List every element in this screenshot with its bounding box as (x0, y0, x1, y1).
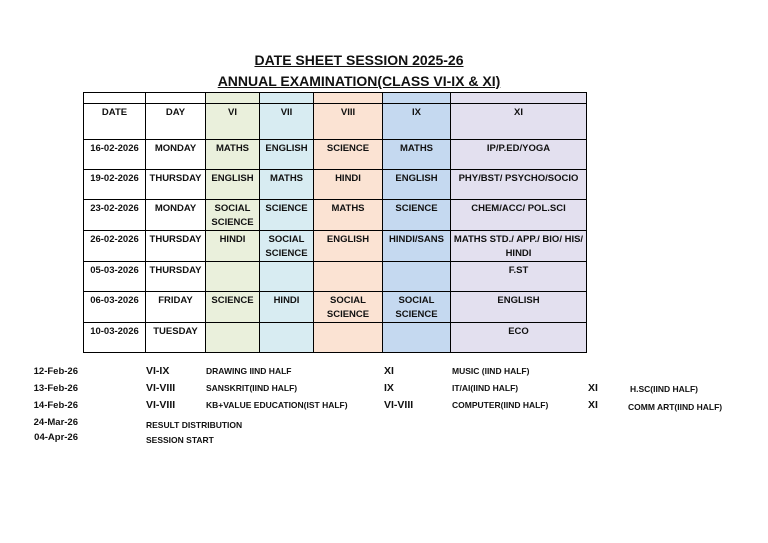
note-subject: DRAWING IIND HALF (206, 366, 292, 376)
cell-day: THURSDAY (146, 262, 206, 292)
cell-date: 05-03-2026 (84, 262, 146, 292)
cell-xi: CHEM/ACC/ POL.SCI (451, 200, 587, 231)
cell-viii (314, 323, 383, 353)
note-class: VI-VIII (146, 399, 176, 411)
cell-vii: HINDI (260, 292, 314, 323)
note-class: VI-VIII (384, 399, 414, 411)
col-header-date: DATE (84, 104, 146, 140)
cell-ix: ENGLISH (383, 170, 451, 200)
table-row (84, 262, 587, 292)
cell-viii: ENGLISH (314, 231, 383, 262)
cell-viii: HINDI (314, 170, 383, 200)
cell-ix: SCIENCE (383, 200, 451, 231)
note-subject: COMM ART(IIND HALF) (628, 402, 723, 412)
cell-xi: F.ST (451, 262, 587, 292)
cell-date: 16-02-2026 (84, 140, 146, 170)
cell-xi: PHY/BST/ PSYCHO/SOCIO (451, 170, 587, 200)
cell-vii: ENGLISH (260, 140, 314, 170)
table-row (84, 140, 587, 170)
note-class: XI (588, 382, 598, 394)
cell-viii (314, 262, 383, 292)
note-subject: MUSIC (IIND HALF) (452, 366, 530, 376)
cell-day: MONDAY (146, 140, 206, 170)
note-date: 24-Mar-26 (33, 417, 78, 428)
table-header-row (84, 104, 587, 140)
col-header-xi: XI (451, 104, 587, 140)
cell-vii (260, 323, 314, 353)
cell-day: TUESDAY (146, 323, 206, 353)
cell-day: THURSDAY (146, 231, 206, 262)
cell-xi: ECO (451, 323, 587, 353)
note-class: XI (588, 399, 598, 411)
cell-ix: HINDI/SANS (383, 231, 451, 262)
cell-vii: SOCIAL SCIENCE (260, 231, 314, 262)
note-subject: IT/AI(IIND HALF) (452, 383, 519, 393)
note-event: SESSION START (146, 435, 214, 445)
cell-xi: IP/P.ED/YOGA (451, 140, 587, 170)
cell-vi (206, 262, 260, 292)
col-header-day: DAY (146, 104, 206, 140)
cell-ix: MATHS (383, 140, 451, 170)
table-row (84, 200, 587, 231)
note-date: 13-Feb-26 (33, 383, 78, 394)
note-date: 14-Feb-26 (33, 400, 78, 411)
col-header-vii: VII (260, 104, 314, 140)
cell-date: 10-03-2026 (84, 323, 146, 353)
cell-day: FRIDAY (146, 292, 206, 323)
cell-vii: SCIENCE (260, 200, 314, 231)
cell-ix: SOCIAL SCIENCE (383, 292, 451, 323)
cell-xi: MATHS STD./ APP./ BIO/ HIS/ HINDI (451, 231, 587, 262)
cell-ix (383, 323, 451, 353)
cell-date: 19-02-2026 (84, 170, 146, 200)
cell-vi (206, 323, 260, 353)
cell-ix (383, 262, 451, 292)
cell-vi: MATHS (206, 140, 260, 170)
cell-viii: SCIENCE (314, 140, 383, 170)
note-subject: KB+VALUE EDUCATION(IST HALF) (206, 400, 348, 410)
cell-vii: MATHS (260, 170, 314, 200)
cell-day: THURSDAY (146, 170, 206, 200)
cell-date: 06-03-2026 (84, 292, 146, 323)
cell-date: 23-02-2026 (84, 200, 146, 231)
note-subject: H.SC(IIND HALF) (630, 384, 698, 394)
cell-vi: SOCIAL SCIENCE (206, 200, 260, 231)
cell-vi: SCIENCE (206, 292, 260, 323)
cell-vii (260, 262, 314, 292)
note-class: XI (384, 365, 394, 377)
table-row (84, 170, 587, 200)
table-row (84, 231, 587, 262)
note-subject: COMPUTER(IIND HALF) (452, 400, 549, 410)
note-class: VI-VIII (146, 382, 176, 394)
note-class: VI-IX (146, 365, 170, 377)
col-header-ix: IX (383, 104, 451, 140)
document-subtitle: ANNUAL EXAMINATION(CLASS VI-IX & XI) (217, 73, 501, 89)
note-class: IX (384, 382, 394, 394)
table-row (84, 292, 587, 323)
table-row (84, 323, 587, 353)
document-title: DATE SHEET SESSION 2025-26 (254, 52, 464, 68)
note-date: 04-Apr-26 (34, 432, 78, 443)
note-date: 12-Feb-26 (33, 366, 78, 377)
cell-viii: SOCIAL SCIENCE (314, 292, 383, 323)
note-event: RESULT DISTRIBUTION (146, 420, 243, 430)
cell-xi: ENGLISH (451, 292, 587, 323)
cell-viii: MATHS (314, 200, 383, 231)
note-subject: SANSKRIT(IIND HALF) (206, 383, 298, 393)
cell-date: 26-02-2026 (84, 231, 146, 262)
col-header-viii: VIII (314, 104, 383, 140)
col-header-vi: VI (206, 104, 260, 140)
cell-vi: HINDI (206, 231, 260, 262)
date-sheet-table (83, 92, 587, 353)
cell-day: MONDAY (146, 200, 206, 231)
cell-vi: ENGLISH (206, 170, 260, 200)
